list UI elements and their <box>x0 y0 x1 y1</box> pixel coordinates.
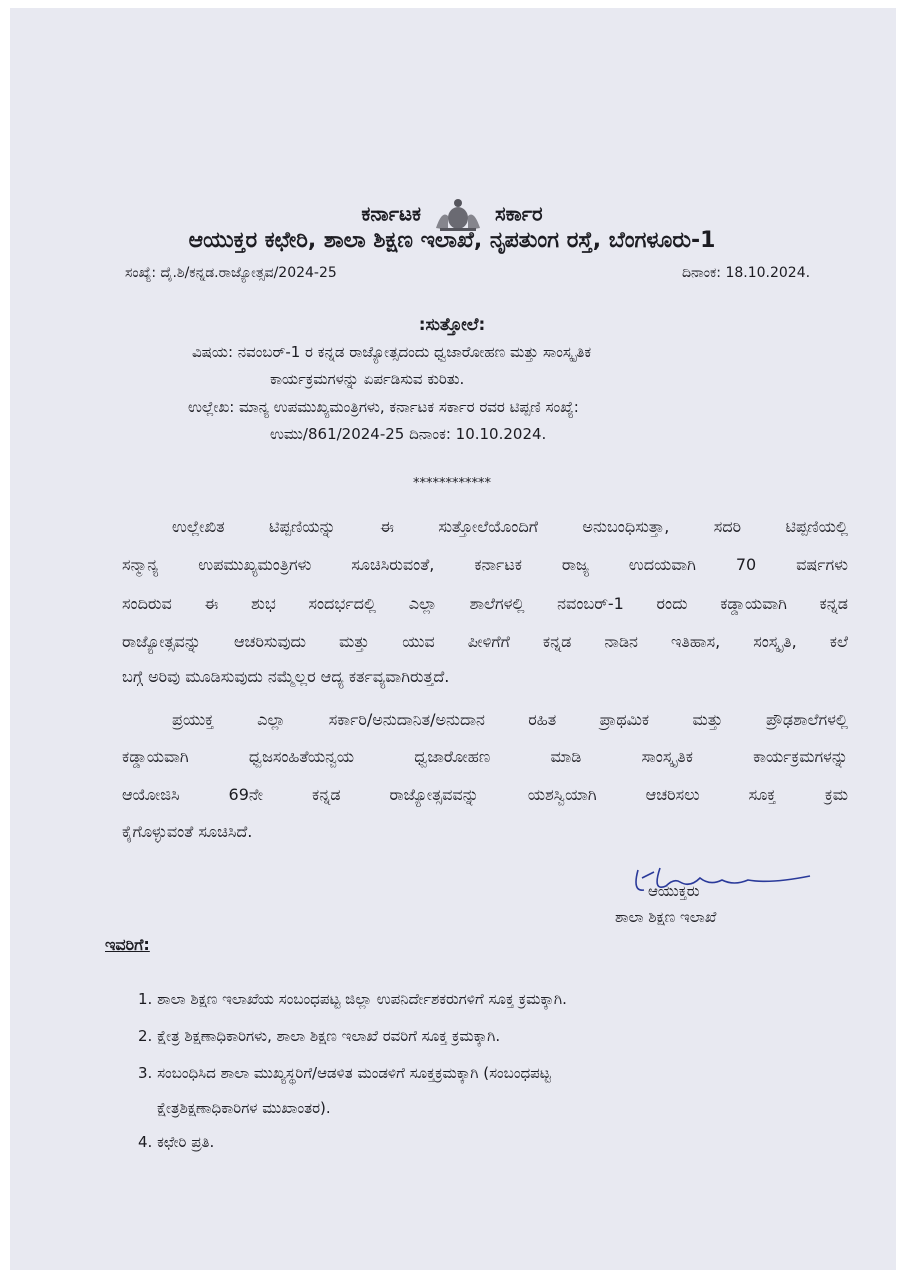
reference-number: ಸಂಖ್ಯೆ: ದೈ.ಶಿ/ಕನ್ನಡ.ರಾಜ್ಯೋತ್ಸವ/2024-25 <box>125 265 337 281</box>
gov-left-text: ಕರ್ನಾಟಕ <box>361 201 422 226</box>
paragraph-2-line: ಆಯೋಜಿಸಿ 69ನೇ ಕನ್ನಡ ರಾಜ್ಯೋತ್ಸವವನ್ನು ಯಶಸ್ವಿಯಾಗಿ ಆಚರಿಸಲು ಸೂಕ್ತ ಕ್ರಮ <box>122 785 848 804</box>
state-emblem-icon <box>432 198 484 232</box>
recipient-item: 4. ಕಛೇರಿ ಪ್ರತಿ. <box>138 1133 215 1151</box>
subject-line-1: ವಿಷಯ: ನವಂಬರ್-1 ರ ಕನ್ನಡ ರಾಜ್ಯೋತ್ಸದಂದು ಧ್ವಜಾರೋಹಣ ಮತ್ತು ಸಾಂಸ್ಕೃತಿಕ <box>192 343 592 361</box>
paragraph-1-line: ಬಗ್ಗೆ ಅರಿವು ಮೂಡಿಸುವುದು ನಮ್ಮೆಲ್ಲರ ಆದ್ಯ ಕರ್ತವ್ಯವಾಗಿರುತ್ತದೆ. <box>122 667 450 686</box>
paragraph-2-line: ಕಡ್ಡಾಯವಾಗಿ ಧ್ವಜಸಂಹಿತೆಯನ್ವಯ ಧ್ವಜಾರೋಹಣ ಮಾಡಿ ಸಾಂಸ್ಕೃತಿಕ ಕಾರ್ಯಕ್ರಮಗಳನ್ನು <box>122 747 848 766</box>
signatory-designation: ಆಯುಕ್ತರು <box>648 882 700 900</box>
reference-line-2: ಉಮು/861/2024-25 ದಿನಾಂಕ: 10.10.2024. <box>270 425 547 443</box>
recipients-heading: ಇವರಿಗೆ: <box>105 935 150 954</box>
recipient-item-continued: ಕ್ಷೇತ್ರಶಿಕ್ಷಣಾಧಿಕಾರಿಗಳ ಮುಖಾಂತರ). <box>157 1099 331 1117</box>
recipient-item: 3. ಸಂಬಂಧಿಸಿದ ಶಾಲಾ ಮುಖ್ಯಸ್ಥರಿಗೆ/ಆಡಳಿತ ಮಂಡಳಿಗೆ ಸೂಕ್ತಕ್ರಮಕ್ಕಾಗಿ (ಸಂಬಂಧಪಟ್ಟ <box>138 1064 551 1082</box>
paragraph-1-line: ರಾಜ್ಯೋತ್ಸವನ್ನು ಆಚರಿಸುವುದು ಮತ್ತು ಯುವ ಪೀಳಿಗೆಗೆ ಕನ್ನಡ ನಾಡಿನ ಇತಿಹಾಸ, ಸಂಸ್ಕೃತಿ, ಕಲೆ <box>122 632 848 651</box>
recipient-item: 1. ಶಾಲಾ ಶಿಕ್ಷಣ ಇಲಾಖೆಯ ಸಂಬಂಧಪಟ್ಟ ಜಿಲ್ಲಾ ಉಪನಿರ್ದೇಶಕರುಗಳಿಗೆ ಸೂಕ್ತ ಕ್ರಮಕ್ಕಾಗಿ. <box>138 990 567 1008</box>
recipient-item: 2. ಕ್ಷೇತ್ರ ಶಿಕ್ಷಣಾಧಿಕಾರಿಗಳು, ಶಾಲಾ ಶಿಕ್ಷಣ ಇಲಾಖೆ ರವರಿಗೆ ಸೂಕ್ತ ಕ್ರಮಕ್ಕಾಗಿ. <box>138 1027 501 1045</box>
reference-line-1: ಉಲ್ಲೇಖ: ಮಾನ್ಯ ಉಪಮುಖ್ಯಮಂತ್ರಿಗಳು, ಕರ್ನಾಟಕ ಸರ್ಕಾರ ರವರ ಟಿಪ್ಪಣಿ ಸಂಖ್ಯೆ: <box>188 398 579 416</box>
office-address: ಆಯುಕ್ತರ ಕಛೇರಿ, ಶಾಲಾ ಶಿಕ್ಷಣ ಇಲಾಖೆ, ನೃಪತುಂಗ ರಸ್ತೆ, ಬೆಂಗಳೂರು-1 <box>188 228 716 253</box>
separator: ************ <box>413 476 491 491</box>
paragraph-2-line: ಪ್ರಯುಕ್ತ ಎಲ್ಲಾ ಸರ್ಕಾರಿ/ಅನುದಾನಿತ/ಅನುದಾನ ರಹಿತ ಪ್ರಾಥಮಿಕ ಮತ್ತು ಪ್ರೌಢಶಾಲೆಗಳಲ್ಲಿ <box>172 710 848 729</box>
signatory-department: ಶಾಲಾ ಶಿಕ್ಷಣ ಇಲಾಖೆ <box>615 908 717 926</box>
paragraph-1-line: ಸಂದಿರುವ ಈ ಶುಭ ಸಂದರ್ಭದಲ್ಲಿ ಎಲ್ಲಾ ಶಾಲೆಗಳಲ್ಲಿ ನವಂಬರ್-1 ರಂದು ಕಡ್ಡಾಯವಾಗಿ ಕನ್ನಡ <box>122 594 848 613</box>
paragraph-1-line: ಉಲ್ಲೇಖಿತ ಟಿಪ್ಪಣಿಯನ್ನು ಈ ಸುತ್ತೋಲೆಯೊಂದಿಗೆ ಅನುಬಂಧಿಸುತ್ತಾ, ಸದರಿ ಟಿಪ್ಪಣಿಯಲ್ಲಿ <box>172 517 848 536</box>
government-header <box>0 198 904 232</box>
circular-title: :ಸುತ್ತೋಲೆ: <box>418 315 486 335</box>
paragraph-2-line: ಕೈಗೊಳ್ಳುವಂತೆ ಸೂಚಿಸಿದೆ. <box>122 822 253 841</box>
document-date: ದಿನಾಂಕ: 18.10.2024. <box>682 265 811 281</box>
subject-line-2: ಕಾರ್ಯಕ್ರಮಗಳನ್ನು ಏರ್ಪಡಿಸುವ ಕುರಿತು. <box>270 370 465 388</box>
gov-right-text: ಸರ್ಕಾರ <box>494 201 543 226</box>
paragraph-1-line: ಸನ್ಮಾನ್ಯ ಉಪಮುಖ್ಯಮಂತ್ರಿಗಳು ಸೂಚಿಸಿರುವಂತೆ, ಕರ್ನಾಟಕ ರಾಜ್ಯ ಉದಯವಾಗಿ 70 ವರ್ಷಗಳು <box>122 555 848 574</box>
